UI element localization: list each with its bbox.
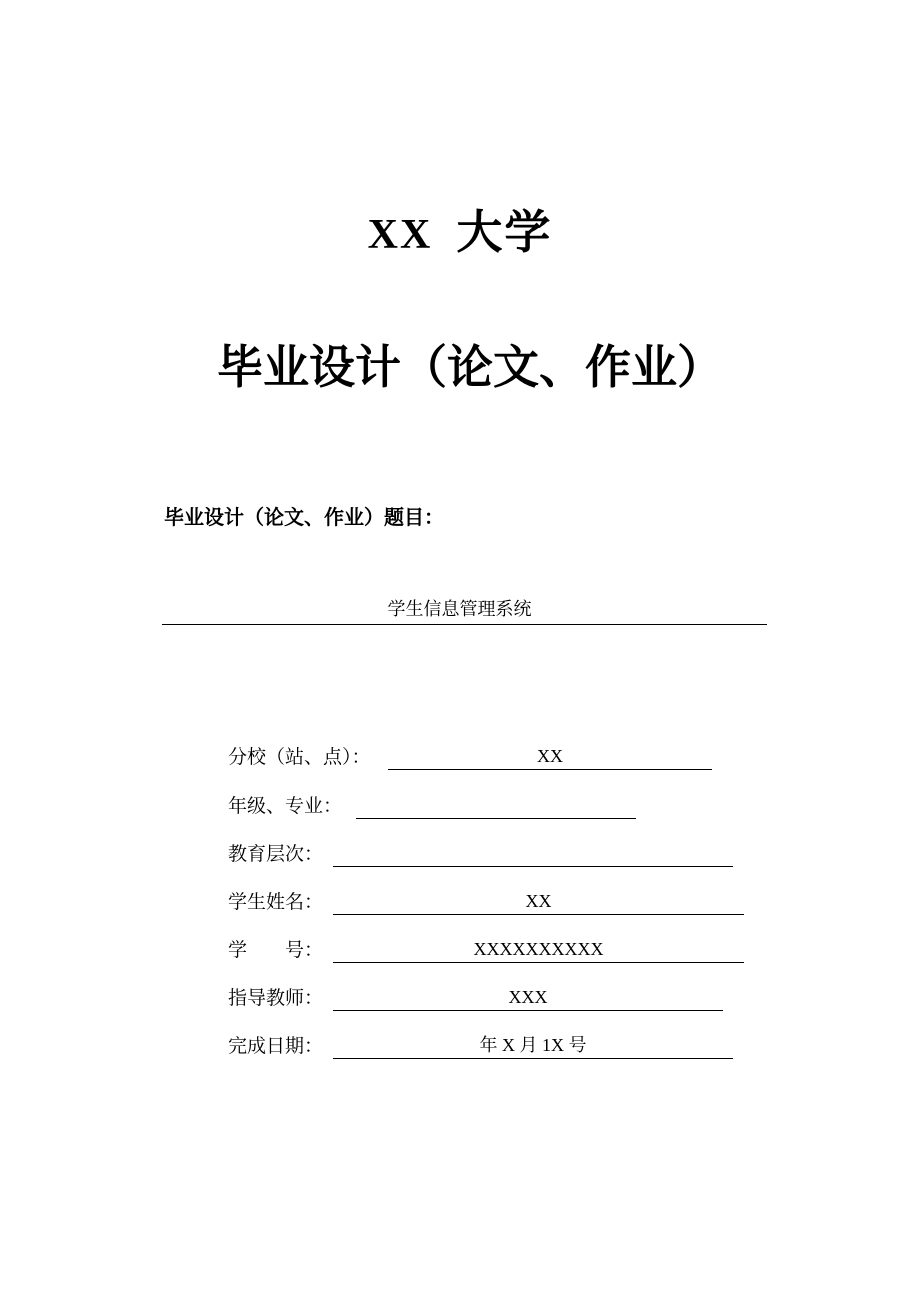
field-label: 指导教师： (228, 987, 324, 1009)
field-value-grade-major[interactable] (356, 792, 636, 819)
field-value-student-id[interactable]: XXXXXXXXXX (333, 936, 744, 963)
university-name-cjk: 大学 (456, 205, 553, 259)
field-value-student-name[interactable]: XX (333, 888, 744, 915)
field-label: 完成日期： (228, 1035, 324, 1057)
field-label: 学生姓名： (228, 891, 324, 913)
field-value-completion-date[interactable]: 年 X 月 1X 号 (333, 1032, 733, 1059)
topic-value: 学生信息管理系统 (387, 599, 532, 620)
field-value-education-level[interactable] (333, 840, 733, 867)
field-value-branch[interactable]: XX (388, 743, 712, 770)
field-label: 分校（站、点）： (228, 746, 371, 768)
university-title (0, 192, 920, 272)
topic-label: 毕业设计（论文、作业）题目： (164, 505, 444, 529)
field-label: 年级、专业： (228, 795, 343, 817)
university-name-latin: XX (367, 212, 433, 258)
field-value-advisor[interactable]: XXX (333, 984, 723, 1011)
field-label: 学 号： (228, 939, 324, 961)
topic-field[interactable] (162, 596, 767, 625)
document-type-title: 毕业设计（论文、作业） (217, 340, 723, 394)
field-label: 教育层次： (228, 843, 324, 865)
